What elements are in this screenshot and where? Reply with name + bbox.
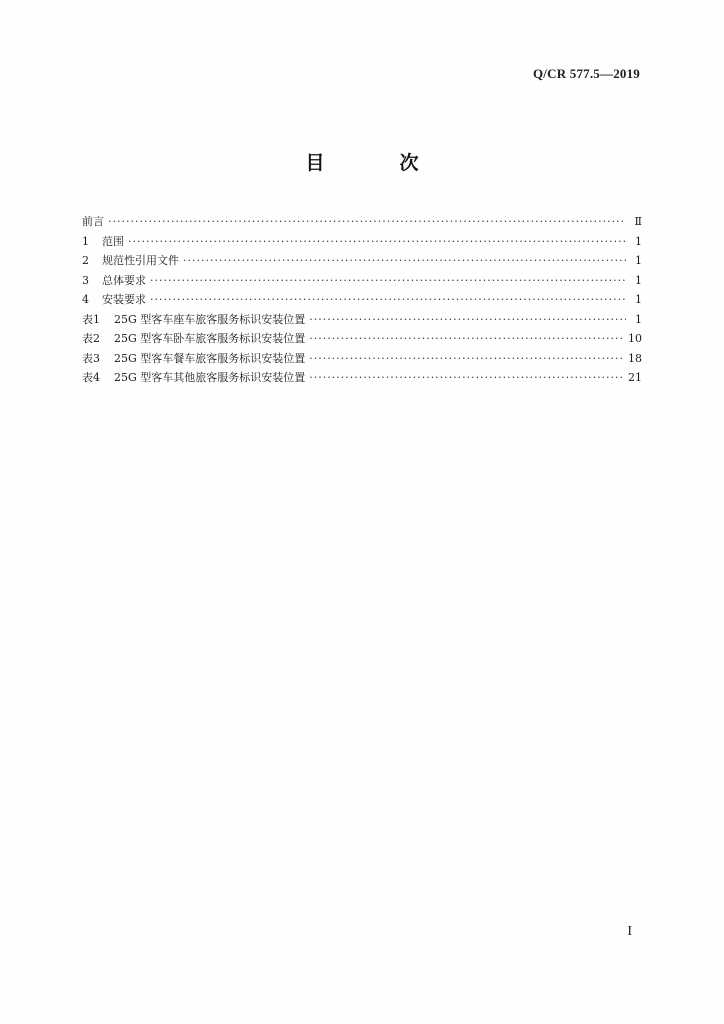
- toc-entry-label: 规范性引用文件: [102, 254, 179, 267]
- toc-leader-dots: [150, 290, 626, 310]
- toc-leader-dots: [108, 212, 626, 232]
- toc-entry-label: 前言: [82, 215, 104, 228]
- toc-entry-table-1[interactable]: [82, 310, 642, 330]
- toc-entry-page: 1: [635, 312, 642, 326]
- toc-leader-dots: [309, 329, 624, 349]
- toc-entry-label: 25G 型客车其他旅客服务标识安装位置: [114, 371, 306, 384]
- toc-entry-number: 3: [82, 273, 89, 287]
- toc-entry-page: 10: [628, 332, 642, 345]
- toc-entry-number: 4: [82, 293, 89, 306]
- toc-entry-number: 表1: [82, 312, 100, 326]
- toc-entry-scope[interactable]: [82, 232, 642, 252]
- toc-leader-dots: [309, 368, 624, 388]
- toc-leader-dots: [309, 310, 626, 330]
- toc-entry-page: 21: [628, 371, 642, 384]
- toc-entry-general-requirements[interactable]: [82, 271, 642, 291]
- toc-entry-number: 表2: [82, 332, 100, 345]
- toc-entry-label: 25G 型客车餐车旅客服务标识安装位置: [114, 351, 306, 365]
- toc-entry-label: 范围: [102, 234, 124, 248]
- toc-entry-number: 表3: [82, 351, 100, 365]
- toc-entry-page: 1: [635, 273, 642, 287]
- toc-entry-number: 1: [82, 234, 89, 248]
- toc-entry-label: 安装要求: [102, 293, 146, 306]
- toc-leader-dots: [309, 349, 624, 369]
- page-number: I: [627, 924, 632, 939]
- toc-entry-normative-references[interactable]: [82, 251, 642, 271]
- toc-leader-dots: [128, 232, 626, 252]
- toc-entry-table-2[interactable]: [82, 329, 642, 349]
- toc-entry-page: 1: [635, 293, 642, 306]
- toc-title: 目 次: [305, 152, 447, 174]
- toc-entry-label: 总体要求: [102, 273, 146, 287]
- toc-entry-page: 1: [635, 254, 642, 267]
- toc-entry-page: Ⅱ: [634, 215, 642, 228]
- toc-entry-number: 表4: [82, 371, 100, 384]
- toc-entry-page: 1: [635, 234, 642, 248]
- toc-entry-foreword[interactable]: [82, 212, 642, 232]
- toc-leader-dots: [150, 271, 626, 291]
- toc-entry-table-3[interactable]: [82, 349, 642, 369]
- document-code: Q/CR 577.5—2019: [533, 66, 640, 81]
- table-of-contents: [82, 212, 642, 388]
- toc-entry-installation-requirements[interactable]: [82, 290, 642, 310]
- toc-entry-number: 2: [82, 254, 89, 267]
- toc-entry-page: 18: [628, 351, 642, 365]
- toc-leader-dots: [183, 251, 626, 271]
- toc-entry-table-4[interactable]: [82, 368, 642, 388]
- toc-entry-label: 25G 型客车座车旅客服务标识安装位置: [114, 312, 306, 326]
- toc-entry-label: 25G 型客车卧车旅客服务标识安装位置: [114, 332, 306, 345]
